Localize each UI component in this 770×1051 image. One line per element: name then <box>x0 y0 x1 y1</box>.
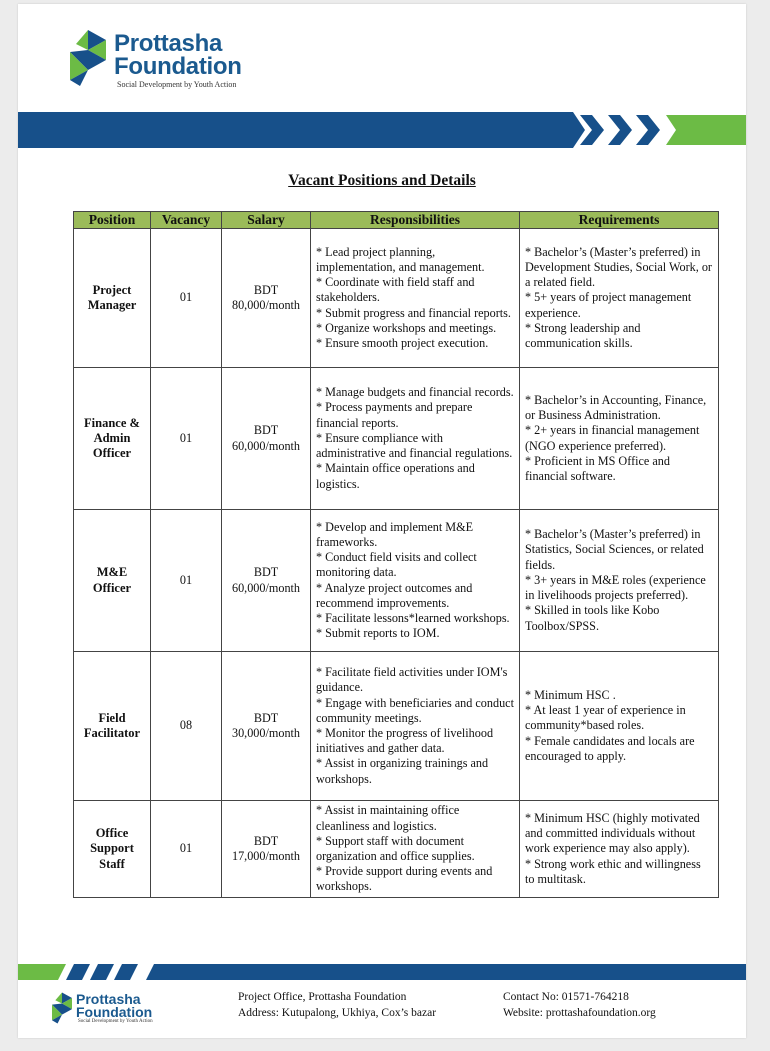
requirements-cell: * Bachelor’s (Master’s preferred) in Statistics, Social Sciences, or related fields. * 3+ years in M&E roles (experience in livelihoods projects preferred). * Skilled in tools like Kobo Toolbox/SPSS. <box>520 510 719 652</box>
header-logo <box>70 30 330 100</box>
table-row <box>74 368 719 510</box>
header-responsibilities: Responsibilities <box>311 212 520 229</box>
responsibilities-cell: * Assist in maintaining office cleanliness and logistics. * Support staff with document organization and office supplies. * Provide support during events and workshops. <box>311 801 520 898</box>
footer-logo-line2: Foundation <box>76 1004 153 1020</box>
table-row <box>74 510 719 652</box>
footer-band <box>18 962 746 982</box>
salary-cell: BDT 30,000/month <box>222 652 311 801</box>
logo-text-line2: Foundation <box>114 53 242 80</box>
header-position: Position <box>74 212 151 229</box>
position-cell: Project Manager <box>74 229 151 368</box>
salary-cell: BDT 60,000/month <box>222 368 311 510</box>
vacancy-cell: 01 <box>151 510 222 652</box>
footer-address-block <box>238 989 436 1021</box>
footer-address: Address: Kutupalong, Ukhiya, Cox’s bazar <box>238 1007 437 1019</box>
requirements-cell: * Minimum HSC (highly motivated and committed individuals without work experience may also apply). * Strong work ethic and willingness to multitask. <box>520 801 719 898</box>
position-cell: M&E Officer <box>74 510 151 652</box>
vacancy-cell: 01 <box>151 229 222 368</box>
document-page <box>18 4 746 1038</box>
logo-text-line1: Prottasha <box>114 30 222 57</box>
requirements-cell: * Bachelor’s in Accounting, Finance, or Business Administration. * 2+ years in financial management (NGO experience preferred). * Proficient in MS Office and financial software. <box>520 368 719 510</box>
header-vacancy: Vacancy <box>151 212 222 229</box>
logo-mark-icon <box>52 992 72 1024</box>
vacancy-cell: 01 <box>151 368 222 510</box>
position-cell: Field Facilitator <box>74 652 151 801</box>
footer-website: Website: prottashafoundation.org <box>503 1007 656 1019</box>
table-row <box>74 652 719 801</box>
vacancy-cell: 01 <box>151 801 222 898</box>
position-cell: Office Support Staff <box>74 801 151 898</box>
salary-cell: BDT 17,000/month <box>222 801 311 898</box>
header-requirements: Requirements <box>520 212 719 229</box>
footer-office: Project Office, Prottasha Foundation <box>238 991 407 1003</box>
requirements-cell: * Minimum HSC . * At least 1 year of experience in community*based roles. * Female candidates and locals are encouraged to apply. <box>520 652 719 801</box>
logo-tagline: Social Development by Youth Action <box>117 80 237 89</box>
header-band <box>18 112 746 148</box>
table-row <box>74 801 719 898</box>
requirements-cell: * Bachelor’s (Master’s preferred) in Development Studies, Social Work, or a related field. * 5+ years of project management experience. * Strong leadership and communication skills. <box>520 229 719 368</box>
vacancy-cell: 08 <box>151 652 222 801</box>
header-salary: Salary <box>222 212 311 229</box>
responsibilities-cell: * Manage budgets and financial records. * Process payments and prepare financial reports. * Ensure compliance with administrative and financial regulations. * Maintain office operations and logistics. <box>311 368 520 510</box>
document-title: Vacant Positions and Details <box>288 172 476 189</box>
table-row <box>74 229 719 368</box>
responsibilities-cell: * Develop and implement M&E frameworks. * Conduct field visits and collect monitoring data. * Analyze project outcomes and recommend improvements. * Facilitate lessons*learned workshops. * Submit reports to IOM. <box>311 510 520 652</box>
salary-cell: BDT 80,000/month <box>222 229 311 368</box>
footer-logo-line1: Prottasha <box>76 991 141 1007</box>
footer-contact-block <box>503 989 656 1021</box>
responsibilities-cell: * Lead project planning, implementation, and management. * Coordinate with field staff and stakeholders. * Submit progress and financial reports. * Organize workshops and meetings. * Ensure smooth project execution. <box>311 229 520 368</box>
footer-logo <box>52 988 182 1028</box>
responsibilities-cell: * Facilitate field activities under IOM's guidance. * Engage with beneficiaries and conduct community meetings. * Monitor the progress of livelihood initiatives and gather data. * Assist in organizing trainings and workshops. <box>311 652 520 801</box>
footer-logo-tagline: Social Development by Youth Action <box>78 1019 153 1024</box>
footer-phone: Contact No: 01571-764218 <box>503 991 629 1003</box>
salary-cell: BDT 60,000/month <box>222 510 311 652</box>
logo-mark-icon <box>70 30 106 86</box>
vacancy-table <box>73 211 719 898</box>
position-cell: Finance & Admin Officer <box>74 368 151 510</box>
table-header-row <box>74 212 719 229</box>
